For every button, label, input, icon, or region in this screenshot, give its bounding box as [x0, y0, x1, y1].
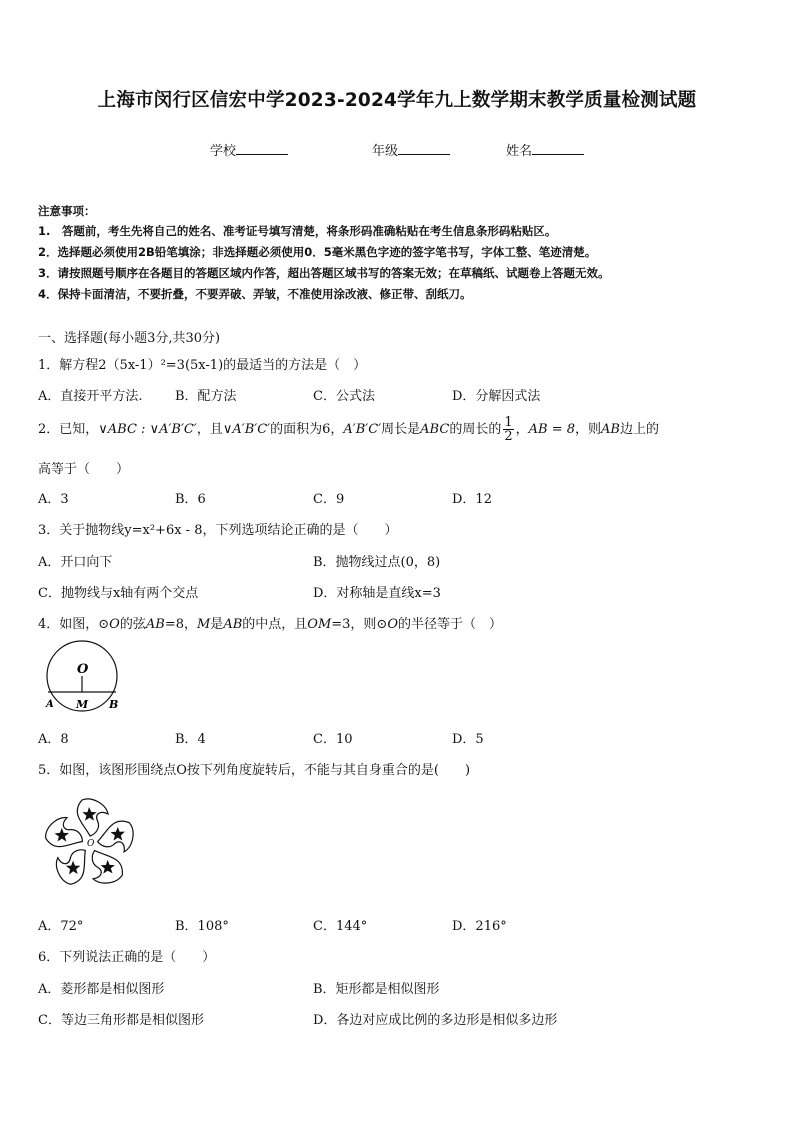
label-o: O: [77, 662, 89, 677]
q2-similar-expression: ∨ABC : ∨A′B′C′: [98, 422, 197, 437]
name-blank: [532, 142, 584, 155]
q2-ab: AB: [601, 422, 620, 437]
q2-option-a: A．3: [38, 492, 69, 507]
q4-text-6: =3，则⊙: [331, 617, 388, 632]
question-5-stem: 5．如图，该图形围绕点O按下列角度旋转后，不能与其自身重合的是( ): [38, 763, 471, 778]
label-a: A: [46, 699, 54, 710]
school-label: 学校: [210, 144, 237, 159]
q4-m: M: [196, 617, 211, 632]
q2-text-4: 周长是: [381, 422, 421, 437]
q5-option-c: C．144°: [313, 919, 368, 934]
q4-ab: AB: [145, 617, 165, 632]
q5-option-d: D．216°: [452, 919, 507, 934]
note-item-4: 4．保持卡面清洁，不要折叠，不要弄破、弄皱，不准使用涂改液、修正带、刮纸刀。: [38, 287, 472, 301]
section-heading: 一、选择题(每小题3分,共30分): [38, 331, 221, 346]
q2-option-b: B．6: [175, 492, 206, 507]
q2-triangle-abc: ABC: [420, 422, 450, 437]
label-o-center: O: [87, 839, 95, 849]
school-blank: [236, 142, 288, 155]
question-4-stem: [38, 613, 502, 632]
name-field: [506, 140, 584, 159]
q5-option-a: A．72°: [38, 919, 84, 934]
label-m: M: [76, 698, 89, 711]
q2-option-d: D．12: [452, 492, 492, 507]
q2-option-c: C．9: [313, 492, 345, 507]
q4-option-a: A．8: [38, 732, 69, 747]
q2-text-6: ，: [515, 422, 529, 437]
q4-o: O: [109, 617, 120, 632]
q2-fraction-denominator: 2: [504, 429, 513, 444]
question-2-stem: [38, 413, 659, 447]
q2-text-5: 的周长的: [449, 422, 502, 437]
q4-text-4: 是: [210, 617, 224, 632]
q6-option-a: A．菱形都是相似图形: [38, 982, 165, 997]
name-label: 姓名: [506, 144, 533, 159]
q2-fraction: [503, 416, 513, 443]
q4-ab-2: AB: [223, 617, 243, 632]
q4-option-d: D．5: [452, 732, 484, 747]
q4-o-2: O: [387, 617, 398, 632]
q4-option-b: B．4: [175, 732, 206, 747]
q2-text-1: 2．已知，: [38, 422, 99, 437]
school-field: [210, 140, 288, 159]
q2-text-3: 的面积为6，: [270, 422, 344, 437]
q1-option-b: B．配方法: [175, 389, 237, 404]
grade-label: 年级: [372, 144, 399, 159]
q3-option-a: A．开口向下: [38, 555, 113, 570]
q6-option-b: B．矩形都是相似图形: [313, 982, 440, 997]
q1-option-a: A．直接开平方法.: [38, 389, 143, 404]
q1-option-c: C．公式法: [313, 389, 375, 404]
q2-triangle-prime: ∨A′B′C′: [222, 422, 271, 437]
q4-om: OM: [307, 617, 332, 632]
q2-text-8: 边上的: [619, 422, 659, 437]
q2-fraction-numerator: 1: [504, 415, 513, 430]
q4-text-1: 4．如图，⊙: [38, 617, 110, 632]
q6-option-d: D．各边对应成比例的多边形是相似多边形: [313, 1013, 558, 1028]
q4-text-5: 的中点，且: [242, 617, 308, 632]
bauhinia-figure: [40, 792, 140, 892]
question-6-stem: 6．下列说法正确的是（ ）: [38, 950, 216, 965]
circle-figure: [40, 640, 130, 716]
q4-text-3: =8，: [164, 617, 197, 632]
q4-text-2: 的弦: [119, 617, 146, 632]
q4-text-7: 的半径等于（ ）: [397, 617, 502, 632]
question-2-line-2: 高等于（ ）: [38, 462, 130, 477]
note-item-1: 1. 答题前，考生先将自己的姓名、准考证号填写清楚，将条形码准确粘贴在考生信息条形码粘贴区。: [38, 224, 557, 238]
page-title: 上海市闵行区信宏中学2023-2024学年九上数学期末教学质量检测试题: [97, 90, 697, 111]
grade-blank: [398, 142, 450, 155]
q4-option-c: C．10: [313, 732, 353, 747]
notes-heading: 注意事项：: [38, 204, 96, 218]
q2-ab-equation: AB = 8: [528, 422, 575, 437]
grade-field: [372, 140, 450, 159]
q3-option-b: B．抛物线过点(0，8): [313, 555, 441, 570]
q1-option-d: D．分解因式法: [452, 389, 541, 404]
q3-option-c: C．抛物线与x轴有两个交点: [38, 586, 199, 601]
q2-triangle-prime-2: A′B′C′: [343, 422, 382, 437]
label-b: B: [109, 698, 119, 711]
note-item-3: 3．请按照题号顺序在各题目的答题区域内作答，超出答题区域书写的答案无效；在草稿纸、试题卷上答题无效。: [38, 266, 610, 280]
q5-option-b: B．108°: [175, 919, 229, 934]
q3-option-d: D．对称轴是直线x=3: [313, 586, 441, 601]
note-item-2: 2．选择题必须使用2B铅笔填涂；非选择题必须使用0．5毫米黑色字迹的签字笔书写，字体工整、笔迹清楚。: [38, 245, 597, 259]
q2-text-2: ，且: [196, 422, 223, 437]
q2-text-7: ，则: [575, 422, 602, 437]
question-1-stem: 1．解方程2（5x-1）²=3(5x-1)的最适当的方法是（ ）: [38, 358, 367, 373]
q6-option-c: C．等边三角形都是相似图形: [38, 1013, 204, 1028]
question-3-stem: 3．关于抛物线y=x²+6x - 8，下列选项结论正确的是（ ）: [38, 523, 398, 538]
